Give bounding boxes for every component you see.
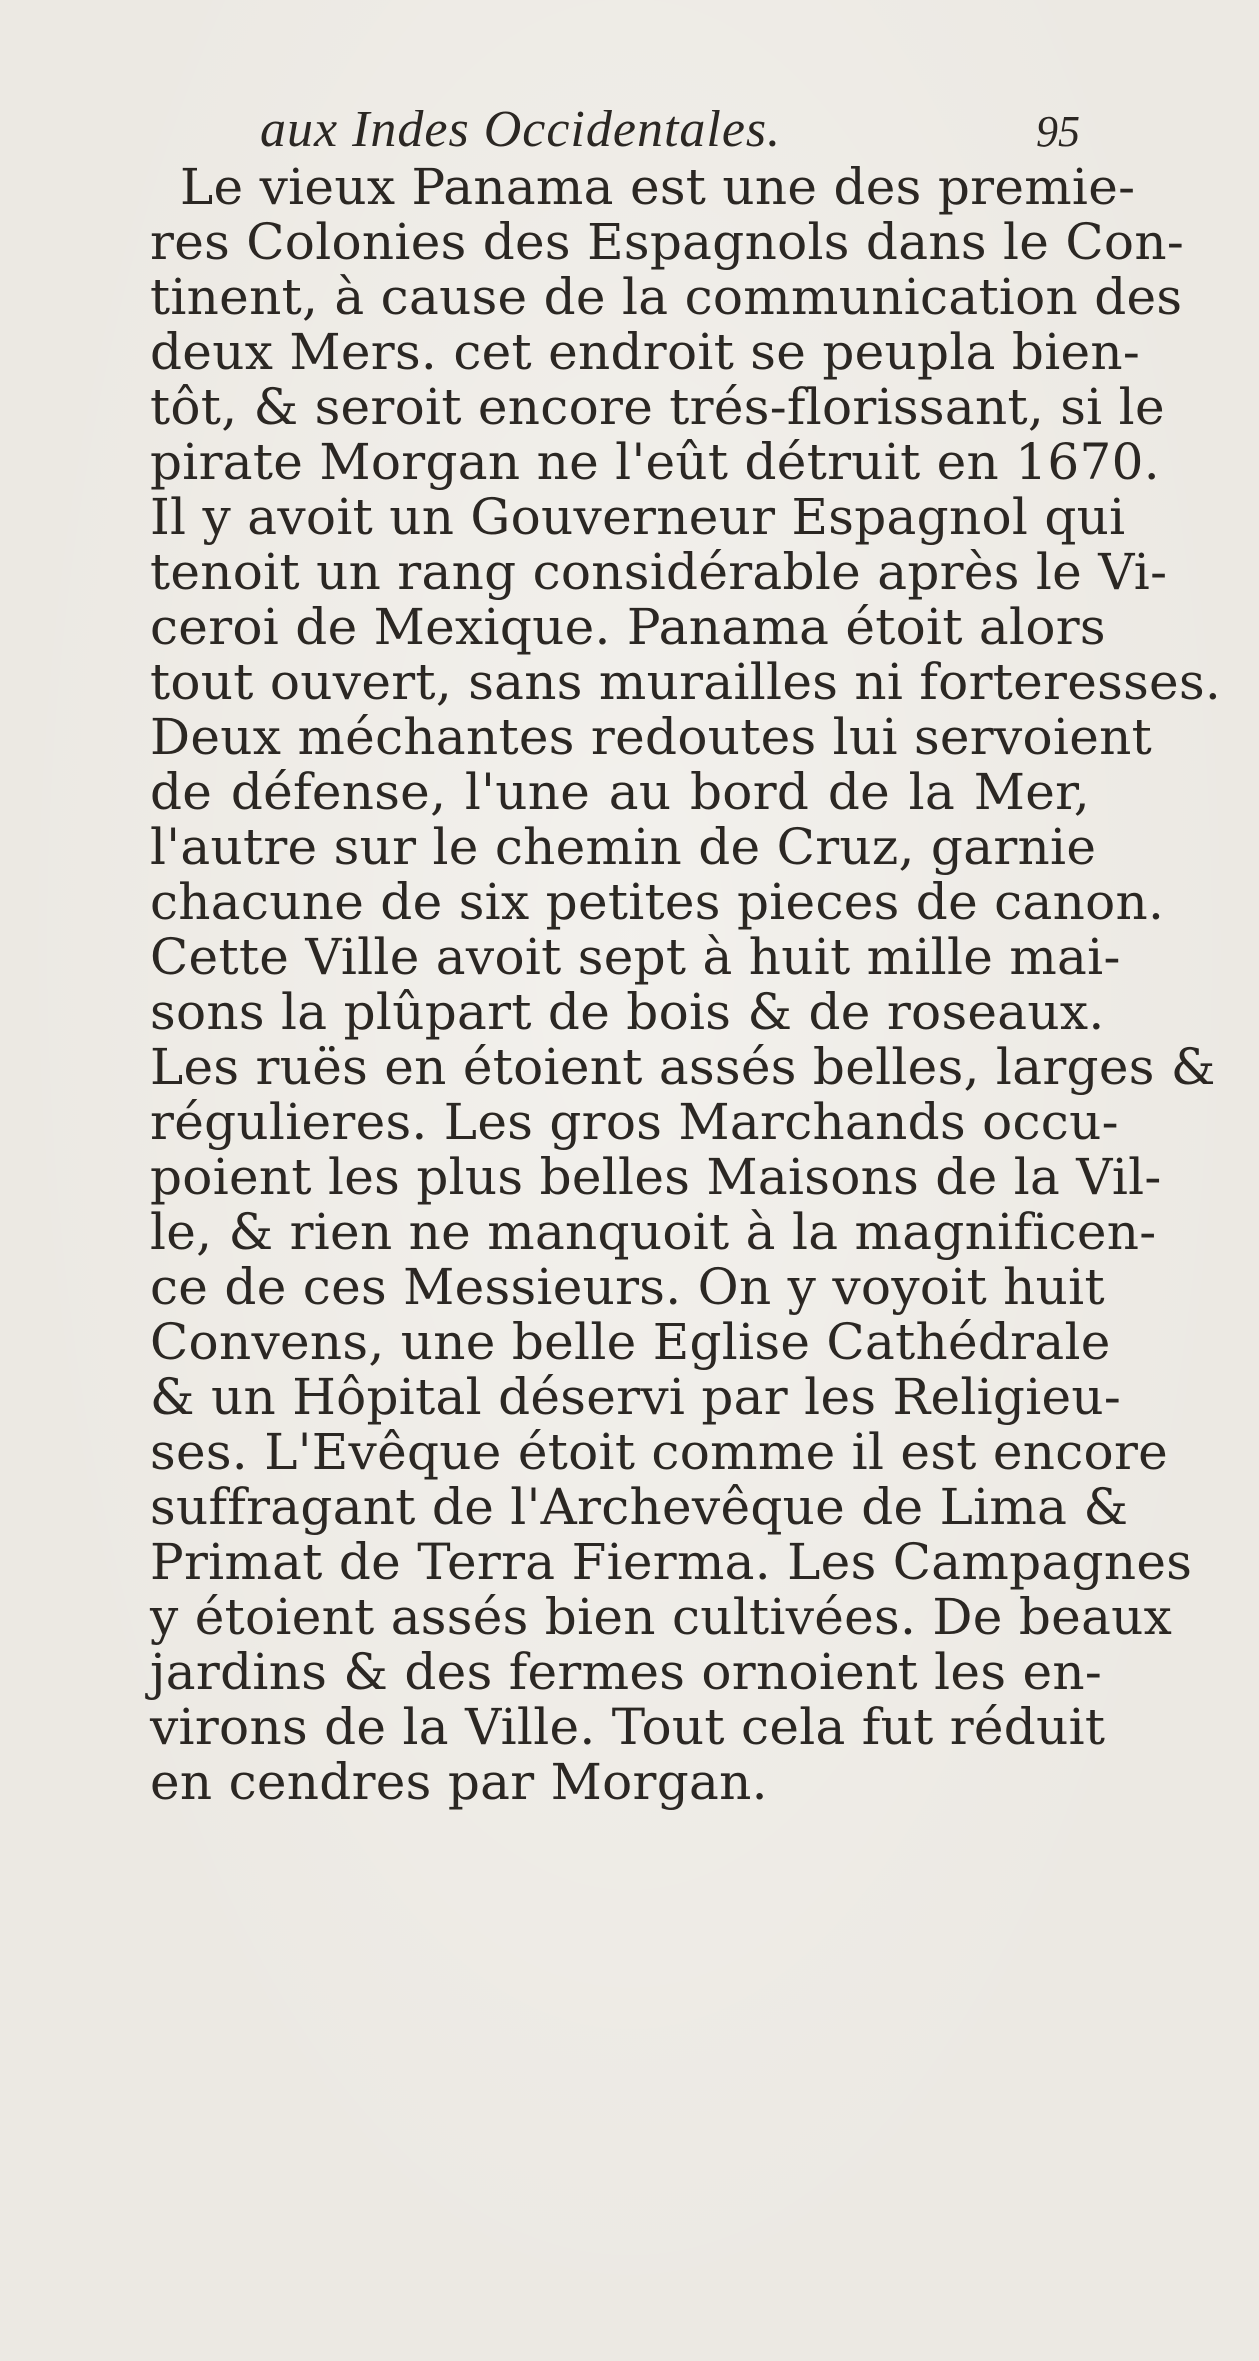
text-line: pirate Morgan ne l'eût détruit en 1670. [150, 433, 1160, 491]
text-line: ce de ces Messieurs. On y voyoit huit [150, 1258, 1105, 1316]
text-line: sons la plûpart de bois & de roseaux. [150, 983, 1105, 1041]
text-line: l'autre sur le chemin de Cruz, garnie [150, 818, 1097, 876]
text-line: poient les plus belles Maisons de la Vil- [150, 1148, 1162, 1206]
text-line: Il y avoit un Gouverneur Espagnol qui [150, 488, 1126, 546]
page-number: 95 [1036, 107, 1080, 156]
text-line: res Colonies des Espagnols dans le Con- [150, 213, 1185, 271]
text-line: en cendres par Morgan. [150, 1753, 768, 1811]
text-line: deux Mers. cet endroit se peupla bien- [150, 323, 1141, 381]
text-line: ceroi de Mexique. Panama étoit alors [150, 598, 1106, 656]
text-line: suffragant de l'Archevêque de Lima & [150, 1478, 1129, 1536]
text-line: tenoit un rang considérable après le Vi- [150, 543, 1168, 601]
text-line: de défense, l'une au bord de la Mer, [150, 763, 1090, 821]
text-line: Les ruës en étoient assés belles, larges & [150, 1038, 1216, 1096]
page-header [260, 100, 1080, 160]
text-line: tout ouvert, sans murailles ni forteresses. [150, 653, 1222, 711]
text-line: Le vieux Panama est une des premie- [180, 158, 1136, 216]
text-line: Primat de Terra Fierma. Les Campagnes [150, 1533, 1193, 1591]
text-line: Convens, une belle Eglise Cathédrale [150, 1313, 1111, 1371]
text-line: régulieres. Les gros Marchands occu- [150, 1093, 1119, 1151]
text-line: tinent, à cause de la communication des [150, 268, 1183, 326]
text-line: & un Hôpital déservi par les Religieu- [150, 1368, 1122, 1426]
text-line: y étoient assés bien cultivées. De beaux [150, 1588, 1173, 1646]
text-line: Deux méchantes redoutes lui servoient [150, 708, 1153, 766]
text-line: le, & rien ne manquoit à la magnificen- [150, 1203, 1157, 1261]
text-line: virons de la Ville. Tout cela fut réduit [150, 1698, 1106, 1756]
text-line: jardins & des fermes ornoient les en- [150, 1643, 1103, 1701]
running-title: aux Indes Occidentales. [260, 101, 782, 158]
text-line: Cette Ville avoit sept à huit mille mai- [150, 928, 1121, 986]
body-text [150, 158, 1222, 1811]
text-line: tôt, & seroit encore trés-florissant, si le [150, 378, 1165, 436]
text-line: ses. L'Evêque étoit comme il est encore [150, 1423, 1169, 1481]
text-line: chacune de six petites pieces de canon. [150, 873, 1165, 931]
